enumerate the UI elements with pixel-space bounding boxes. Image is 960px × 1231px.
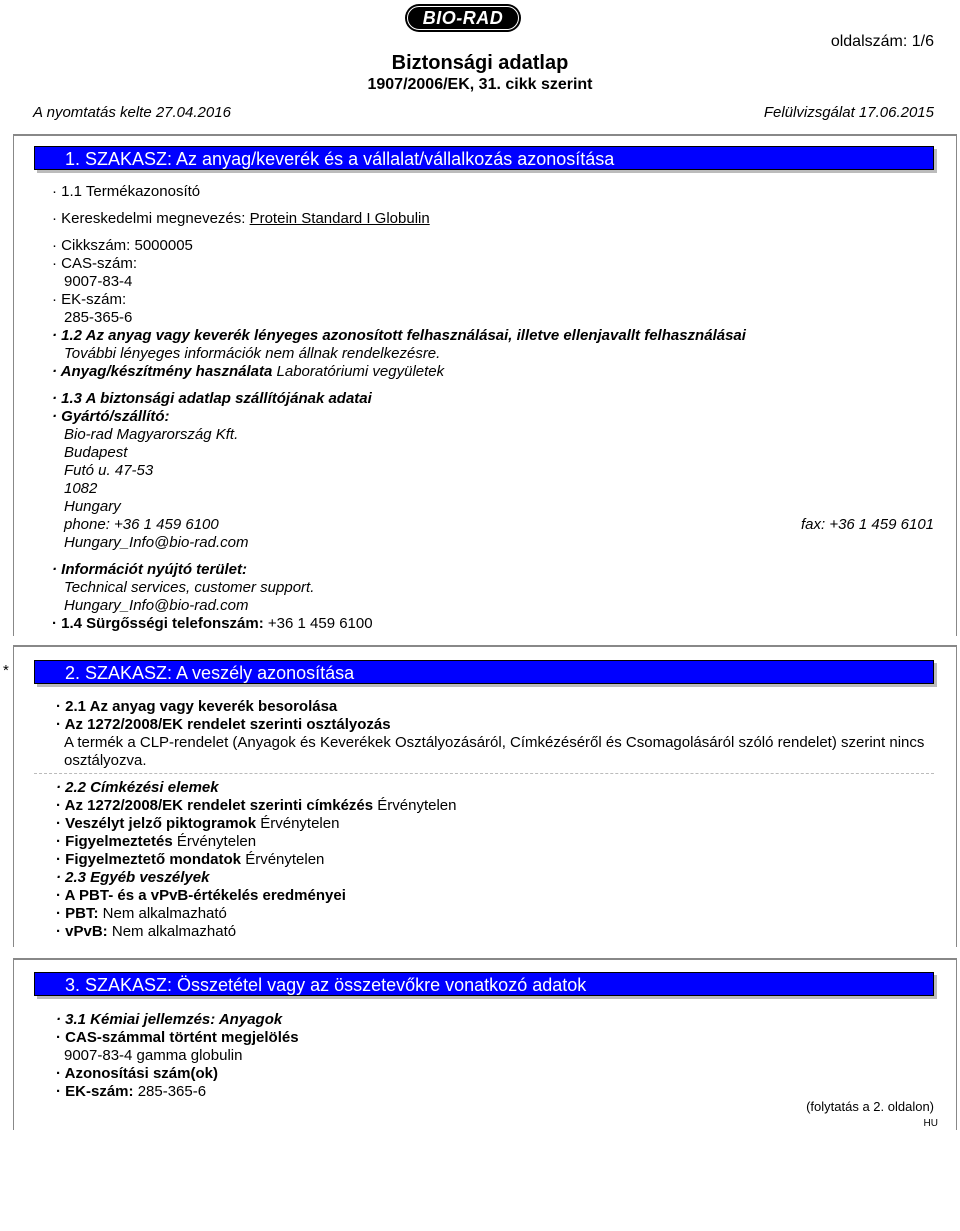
vpvb-label: · vPvB: bbox=[56, 923, 112, 940]
company-phone: phone: +36 1 459 6100 bbox=[64, 516, 219, 533]
company-email: Hungary_Info@bio-rad.com bbox=[64, 534, 249, 551]
info-area-label: · Információt nyújtó terület: bbox=[52, 561, 247, 578]
document-title: Biztonsági adatlap bbox=[391, 52, 569, 74]
vpvb-value: Nem alkalmazható bbox=[111, 923, 237, 940]
identification-numbers-heading: · Azonosítási szám(ok) bbox=[56, 1065, 218, 1082]
signal-word-label: · Figyelmeztetés bbox=[56, 833, 177, 850]
logo-border bbox=[407, 6, 519, 30]
product-use-line bbox=[52, 363, 444, 381]
logo-text: BIO-RAD bbox=[422, 8, 504, 28]
signal-word-line bbox=[56, 833, 256, 851]
company-zip: 1082 bbox=[64, 480, 98, 497]
classification-heading: · 2.1 Az anyag vagy keverék besorolása bbox=[56, 698, 338, 715]
info-area-email: Hungary_Info@bio-rad.com bbox=[64, 597, 249, 614]
product-use-label: · Anyag/készítmény használata bbox=[52, 363, 277, 380]
pictograms-value: Érvénytelen bbox=[260, 815, 340, 832]
other-hazards-heading: · 2.3 Egyéb veszélyek bbox=[56, 869, 210, 886]
clp-classification-label: · Az 1272/2008/EK rendelet szerinti osztályozás bbox=[56, 716, 391, 733]
cas-designation-heading: · CAS-számmal történt megjelölés bbox=[56, 1029, 299, 1046]
cas-designation-value: 9007-83-4 gamma globulin bbox=[64, 1047, 243, 1064]
labelling-line bbox=[56, 797, 457, 815]
trade-name-label: · Kereskedelmi megnevezés: bbox=[52, 210, 250, 227]
info-area-value: Technical services, customer support. bbox=[64, 579, 315, 596]
signal-word-value: Érvénytelen bbox=[176, 833, 257, 850]
pbt-label: · PBT: bbox=[56, 905, 103, 922]
pbt-vpvb-heading: · A PBT- és a vPvB-értékelés eredményei bbox=[56, 887, 346, 904]
labelling-label: · Az 1272/2008/EK rendelet szerinti címkézés bbox=[56, 797, 378, 814]
pictograms-line bbox=[56, 815, 339, 833]
hazard-statements-value: Érvénytelen bbox=[245, 851, 325, 868]
page-number: oldalszám: 1/6 bbox=[830, 33, 934, 50]
section-3-heading: 3. SZAKASZ: Összetétel vagy az összetevőkre vonatkozó adatok bbox=[34, 972, 934, 996]
company-street: Futó u. 47-53 bbox=[64, 462, 154, 479]
supplier-heading: · 1.3 A biztonsági adatlap szállítójának adatai bbox=[52, 390, 372, 407]
company-city: Budapest bbox=[64, 444, 128, 461]
section-2-heading: 2. SZAKASZ: A veszély azonosítása bbox=[34, 660, 934, 684]
dashed-divider bbox=[34, 773, 934, 774]
company-country: Hungary bbox=[64, 498, 121, 515]
article-number: · Cikkszám: 5000005 bbox=[52, 237, 193, 254]
product-use-value: Laboratóriumi vegyületek bbox=[276, 363, 445, 380]
pbt-value: Nem alkalmazható bbox=[102, 905, 227, 922]
section3-ek-value: 285-365-6 bbox=[137, 1083, 207, 1100]
vpvb-line bbox=[56, 923, 236, 941]
section-1-heading: 1. SZAKASZ: Az anyag/keverék és a vállalat/vállalkozás azonosítása bbox=[34, 146, 934, 170]
labelling-value: Érvénytelen bbox=[377, 797, 457, 814]
label-elements-heading: · 2.2 Címkézési elemek bbox=[56, 779, 219, 796]
cas-label: · CAS-szám: bbox=[52, 255, 138, 272]
print-date: A nyomtatás kelte 27.04.2016 bbox=[33, 104, 231, 121]
clp-classification-text: A termék a CLP-rendelet (Anyagok és Keverékek Osztályozásáról, Címkézéséről és Csomagolásáról szóló rendelet) szerint nincs osztályozva. bbox=[64, 734, 925, 769]
company-fax: fax: +36 1 459 6101 bbox=[800, 516, 934, 533]
revision-marker: * bbox=[3, 662, 9, 679]
ek-label: · EK-szám: bbox=[52, 291, 127, 308]
hazard-statements-label: · Figyelmeztető mondatok bbox=[56, 851, 246, 868]
trade-name-line bbox=[52, 210, 430, 228]
continued-note: (folytatás a 2. oldalon) bbox=[806, 1099, 934, 1114]
pbt-line bbox=[56, 905, 227, 923]
trade-name-value: Protein Standard I Globulin bbox=[249, 210, 430, 227]
cas-value: 9007-83-4 bbox=[64, 273, 133, 290]
section3-ek-line bbox=[56, 1083, 206, 1101]
supplier-label: · Gyártó/szállító: bbox=[52, 408, 170, 425]
ek-value: 285-365-6 bbox=[64, 309, 133, 326]
relevant-uses-note: További lényeges információk nem állnak rendelkezésre. bbox=[64, 345, 441, 362]
company-name: Bio-rad Magyarország Kft. bbox=[64, 426, 239, 443]
relevant-uses-heading: · 1.2 Az anyag vagy keverék lényeges azonosított felhasználásai, illetve ellenjavallt felhasználásai bbox=[52, 327, 746, 344]
emergency-value: +36 1 459 6100 bbox=[267, 615, 373, 632]
chemical-characterisation: · 3.1 Kémiai jellemzés: Anyagok bbox=[56, 1011, 283, 1028]
revision-date: Felülvizsgálat 17.06.2015 bbox=[763, 104, 934, 121]
section3-ek-label: · EK-szám: bbox=[56, 1083, 138, 1100]
emergency-label: · 1.4 Sürgősségi telefonszám: bbox=[52, 615, 268, 632]
product-identifier: · 1.1 Termékazonosító bbox=[52, 183, 201, 200]
emergency-line bbox=[52, 615, 373, 633]
language-code: HU bbox=[923, 1118, 938, 1129]
hazard-statements-line bbox=[56, 851, 324, 869]
pictograms-label: · Veszélyt jelző piktogramok bbox=[56, 815, 261, 832]
document-subtitle: 1907/2006/EK, 31. cikk szerint bbox=[367, 76, 593, 93]
bio-rad-logo bbox=[405, 4, 521, 32]
